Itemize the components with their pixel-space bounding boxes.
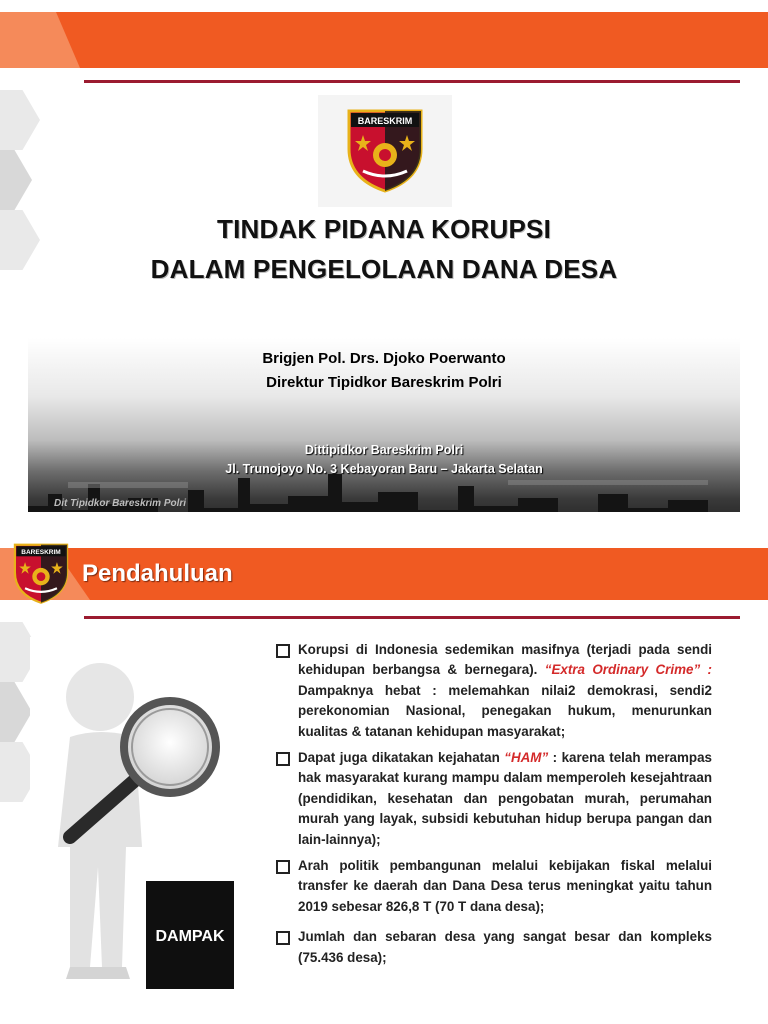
person-magnifier-icon	[30, 637, 242, 997]
decor-hexagon	[0, 682, 32, 742]
watermark-text: Dit Tipidkor Bareskrim Polri	[54, 498, 187, 509]
bareskrim-badge-icon	[12, 540, 70, 606]
header-divider	[84, 616, 740, 619]
introduction-slide	[0, 512, 768, 1024]
slide-title: Pendahuluan	[82, 560, 233, 587]
decor-hexagon	[0, 210, 40, 270]
bullet-item: Jumlah dan sebaran desa yang sangat besar dan kompleks (75.436 desa);	[276, 927, 712, 968]
bullet-item: Arah politik pembangunan melalui kebijakan fiskal melalui transfer ke daerah dan Dana Desa terus meningkat yaitu tahun 2019 sebesar 826,8 T (70 T dana desa);	[276, 856, 712, 917]
checkbox-bullet-icon	[276, 931, 290, 945]
organization-name: Dittipidkor Bareskrim Polri	[304, 443, 464, 457]
slide-title-line-1: TINDAK PIDANA KORUPSI	[216, 214, 552, 244]
header-divider	[84, 80, 740, 83]
decor-hexagon	[0, 90, 40, 150]
bullet-list	[276, 640, 712, 974]
organization-address: Jl. Trunojoyo No. 3 Kebayoran Baru – Jakarta Selatan	[225, 462, 543, 476]
presenter-role: Direktur Tipidkor Bareskrim Polri	[266, 374, 502, 391]
checkbox-bullet-icon	[276, 752, 290, 766]
logo-panel	[318, 95, 452, 207]
presenter-name: Brigjen Pol. Drs. Djoko Poerwanto	[262, 350, 506, 367]
header-bar	[0, 12, 768, 68]
badge-label: BARESKRIM	[21, 549, 61, 557]
bareskrim-badge-icon	[345, 105, 425, 195]
checkbox-bullet-icon	[276, 860, 290, 874]
dampak-label: DAMPAK	[155, 928, 225, 945]
bullet-item: Dapat juga dikatakan kejahatan “HAM” : karena telah merampas hak masyarakat kurang mampu dalam memperoleh kesejahtraan (pendidikan, kesehatan dan pengobatan murah, perumahan murah yang layak, subsidi kebutuhan hidup berupa pangan dan lain-lainnya);	[276, 748, 712, 850]
slide-title-line-2: DALAM PENGELOLAAN DANA DESA	[150, 254, 618, 284]
bullet-item: Korupsi di Indonesia sedemikan masifnya (terjadi pada sendi kehidupan berbangsa & bernegara). “Extra Ordinary Crime” : Dampaknya hebat : melemahkan nilai2 demokrasi, sendi2 perekonomian Nasional, penegakan hukum, menurunkan kualitas & tatanan kehidupan masyarakat;	[276, 640, 712, 742]
checkbox-bullet-icon	[276, 644, 290, 658]
decor-hexagon	[0, 150, 32, 210]
magnifier-illustration	[30, 637, 242, 997]
badge-label: BARESKRIM	[357, 116, 413, 126]
